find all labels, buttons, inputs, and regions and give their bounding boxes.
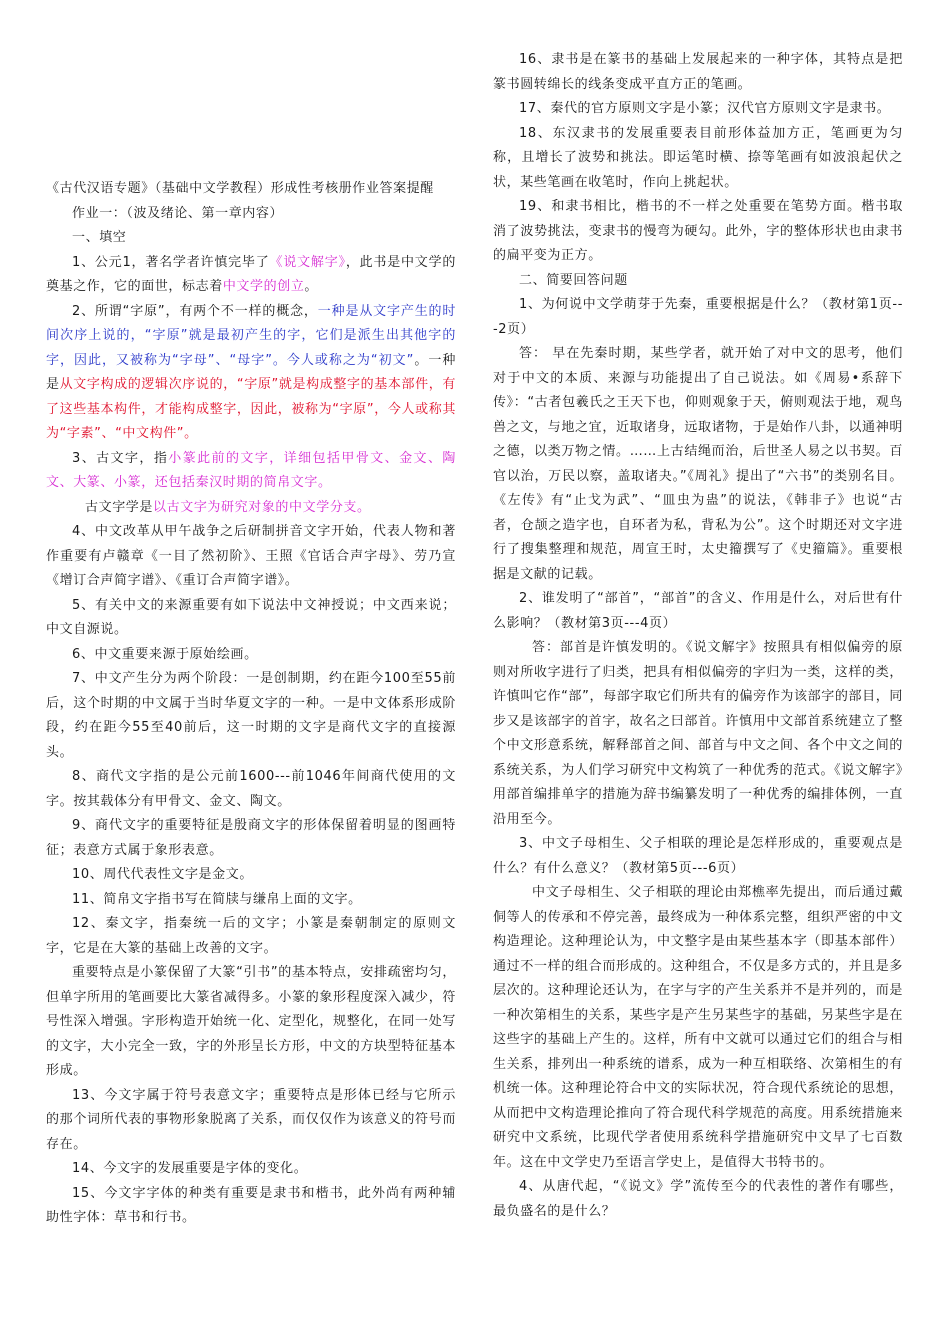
item-17: 17、秦代的官方原则文字是小篆；汉代官方原则文字是隶书。: [519, 101, 891, 116]
item-18: 18、东汉隶书的发展重要表目前形体益加方正，笔画更为匀称，且增长了波势和挑法。即运笔时横、捺等笔画有如波浪起伏之状，某些笔画在收笔时，作向上挑起状。: [493, 125, 903, 190]
item-15: 15、今文字字体的种类有重要是隶书和楷书，此外尚有两种辅助性字体：草书和行书。: [46, 1185, 456, 1225]
item-6: 6、中文重要来源于原始绘画。: [72, 646, 258, 662]
item-3: 3、古文字，指小篆此前的文字，详细包括甲骨文、金文、陶文、大篆、小篆，还包括秦汉时期的简帛文字。: [46, 450, 456, 490]
item-2: 2、所谓“字原”，有两个不一样的概念，一种是从文字产生的时间次序上说的，“字原”就是最初产生的字，它们是派生出其他字的字，因此，又被称为“字母”、“母字”。今人或称之为“初文”。一种是从文字构成的逻辑次序说的，“字原”就是构成整字的基本部件，有了这些基本构件，才能构成整字，因此，被称为“字原”，今人或称其为“字素”、“中文构件”。: [46, 303, 456, 441]
item-12: 12、秦文字，指秦统一后的文字；小篆是秦朝制定的原则文字，它是在大篆的基础上改善的文字。: [46, 916, 456, 956]
item-4: 4、中文改革从甲午战争之后研制拼音文字开始，代表人物和著作重要有卢赣章《一目了然初阶》、王照《官话合声字母》、劳乃宣《增订合声简字谱》、《重订合声简字谱》。: [46, 524, 456, 588]
answer-1: 答： 早在先秦时期，某些学者，就开始了对中文的思考，他们对于中文的本质、来源与功能提出了自己说法。如《周易•系辞下传》：“古者包羲氏之王天下也，仰则观象于天，俯则观法于地，观鸟兽之文，与地之宜，近取诸身，远取诸物，于是始作八卦，以通神明之德，以类万物之情。……上古结绳而治，后世圣人易之以书契。百官以治，万民以察，盖取诸夬。”《周礼》提出了“六书”的类别名目。《左传》有“止戈为武”、“皿虫为蛊”的说法，《韩非子》也说“古者，仓颉之造字也，自环者为私，背私为公”。这个时期还对文字进行了搜集整理和规范，周宣王时，太史籀撰写了《史籀篇》。重要根据是文献的记载。: [493, 346, 903, 582]
item-16: 16、隶书是在篆书的基础上发展起来的一种字体，其特点是把篆书圆转绵长的线条变成平直方正的笔画。: [493, 52, 903, 92]
item-14: 14、今文字的发展重要是字体的变化。: [72, 1161, 308, 1176]
question-4: 4、从唐代起，“《说文》学”流传至今的代表性的著作有哪些，最负盛名的是什么？: [493, 1179, 903, 1219]
item-11: 11、简帛文字指书写在简牍与缣帛上面的文字。: [72, 891, 362, 907]
left-column: [46, 0, 456, 1231]
section-heading-short-answer: 二、简要回答问题: [519, 272, 628, 288]
highlight-answer: 中文学的创立: [222, 279, 305, 294]
section-heading-fill-blank: 一、填空: [72, 230, 127, 245]
item-5: 5、有关中文的来源重要有如下说法中文神授说；中文西来说；中文自源说。: [46, 597, 456, 637]
item-8: 8、商代文字指的是公元前1600---前1046年间商代使用的文字。按其载体分有甲骨文、金文、陶文。: [46, 769, 456, 809]
item-10: 10、周代代表性文字是金文。: [72, 867, 253, 882]
item-1: 1、公元1，著名学者许慎完毕了《说文解字》，此书是中文学的奠基之作，它的面世，标志着中文学的创立。: [46, 254, 456, 294]
highlight-answer-blue: 一种是从文字产生的时间次序上说的，“字原”就是最初产生的字，它们是派生出其他字的字，因此，又被称为“字母”、“母字”。今人或称之为“初文”: [46, 303, 456, 368]
item-7: 7、中文产生分为两个阶段：一是创制期，约在距今100至55前后，这个时期的中文属于当时华夏文字的一种。一是中文体系形成阶段，约在距今55至40前后，这一时期的文字是商代文字的直接源头。: [46, 671, 456, 760]
homework-heading: 作业一：（波及绪论、第一章内容）: [72, 205, 284, 221]
item-19: 19、和隶书相比，楷书的不一样之处重要在笔势方面。楷书取消了波势挑法，变隶书的慢弯为硬勾。此外，字的整体形状也由隶书的扁平变为正方。: [493, 199, 903, 263]
answer-2: 答：部首是许慎发明的。《说文解字》按照具有相似偏旁的原则对所收字进行了归类，把具有相似偏旁的字归为一类，这样的类，许慎叫它作“部”，每部字取它们所共有的偏旁作为该部字的部目，同步又是该部字的首字，故名之曰部首。许慎用中文部首系统建立了整个中文形意系统，解释部首之间、部首与中文之间、各个中文之间的系统关系，为人们学习研究中文构筑了一种优秀的范式。《说文解字》用部首编排单字的措施为辞书编纂发明了一种优秀的编排体例，一直沿用至今。: [493, 640, 903, 827]
highlight-answer: 《说文解字》: [269, 254, 346, 270]
item-13: 13、今文字属于符号表意文字；重要特点是形体已经与它所示的那个词所代表的事物形象脱离了关系，而仅仅作为该意义的符号而存在。: [46, 1087, 456, 1152]
answer-3: 中文子母相生、父子相联的理论由郑樵率先提出，而后通过戴侗等人的传承和不停完善，最终成为一种体系完整，组织严密的中文构造理论。这种理论认为，中文整字是由某些基本字（即基本部件）通过不一样的组合而形成的。这种组合，不仅是多方式的，并且是多层次的。这种理论还认为，在字与字的产生关系并不是并列的，而是一种次第相生的关系，某些字是产生另某些字的基础，另某些字是在这些字的基础上产生的。这样，所有中文就可以通过它们的组合与相生关系，排列出一种系统的谱系，成为一种互相联络、次第相生的有机统一体。这种理论符合中文的实际状况，符合现代系统论的思想，从而把中文构造理论推向了符合现代科学规范的高度。用系统措施来研究中文系统，比现代学者使用系统科学措施研究中文早了七百数年。这在中文学史乃至语言学史上，是值得大书特书的。: [493, 885, 903, 1170]
question-1: 1、为何说中文学萌芽于先秦，重要根据是什么？（教材第1页---2页）: [493, 297, 903, 337]
document-title: 《古代汉语专题》（基础中文学教程）形成性考核册作业答案提醒: [46, 181, 434, 196]
highlight-answer: 小篆此前的文字，详细包括甲骨文、金文、陶文、大篆、小篆，还包括秦汉时期的简帛文字。: [46, 450, 456, 490]
highlight-answer: 以古文字为研究对象的中文学分支。: [153, 499, 371, 515]
question-2: 2、谁发明了“部首”，“部首”的含义、作用是什么，对后世有什么影响？（教材第3页---4页）: [493, 591, 903, 631]
item-3-continued: 古文字学是以古文字为研究对象的中文学分支。: [85, 499, 371, 515]
highlight-answer-red: 从文字构成的逻辑次序说的，“字原”就是构成整字的基本部件，有了这些基本构件，才能构成整字，因此，被称为“字原”，今人或称其为“字素”、“中文构件”。: [46, 377, 456, 441]
item-9: 9、商代文字的重要特征是殷商文字的形体保留着明显的图画特征；表意方式属于象形表意。: [46, 818, 456, 858]
question-3: 3、中文子母相生、父子相联的理论是怎样形成的，重要观点是什么？有什么意义？（教材第5页---6页）: [493, 836, 903, 876]
right-column: [493, 0, 903, 1224]
item-12-continued: 重要特点是小篆保留了大篆“引书”的基本特点，安排疏密均匀，但单字所用的笔画要比大篆省减得多。小篆的象形程度深入减少，符号性深入增强。字形构造开始统一化、定型化，规整化，在同一处写的文字，大小完全一致，字的外形呈长方形，中文的方块型特征基本形成。: [46, 965, 456, 1078]
